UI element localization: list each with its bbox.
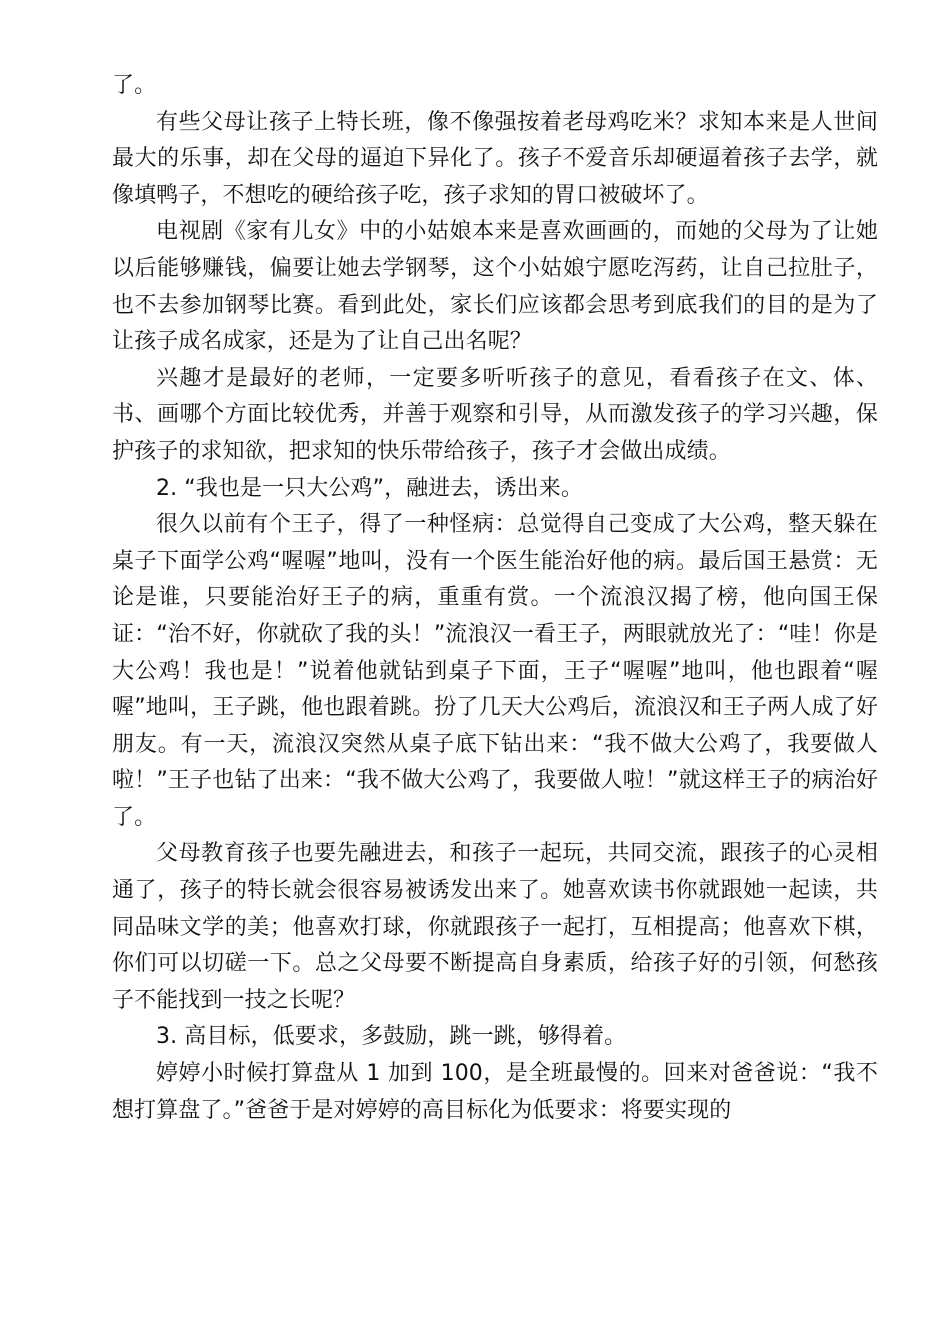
paragraph-continuation: 了。 xyxy=(112,73,157,98)
paragraph-tv-drama-example: 电视剧《家有儿女》中的小姑娘本来是喜欢画画的，而她的父母为了让她以后能够赚钱，偏要让她去学钢琴，这个小姑娘宁愿吃泻药，让自己拉肚子，也不去参加钢琴比赛。看到此处，家长们应该都会思考到底我们的目的是为了让孩子成名成家，还是为了让自己出名呢？ xyxy=(112,219,878,355)
paragraph-special-class-pressure: 有些父母让孩子上特长班，像不像强按着老母鸡吃米？求知本来是人世间最大的乐事，却在父母的逼迫下异化了。孩子不爱音乐却硬逼着孩子去学，就像填鸭子，不想吃的硬给孩子吃，孩子求知的胃口被破坏了。 xyxy=(112,109,878,208)
document-page xyxy=(112,68,878,1129)
paragraph-tingting-abacus: 婷婷小时候打算盘从 1 加到 100，是全班最慢的。回来对爸爸说：“我不想打算盘了。”爸爸于是对婷婷的高目标化为低要求：将要实现的 xyxy=(112,1061,878,1123)
paragraph-interest-teacher: 兴趣才是最好的老师，一定要多听听孩子的意见，看看孩子在文、体、书、画哪个方面比较优秀，并善于观察和引导，从而激发孩子的学习兴趣，保护孩子的求知欲，把求知的快乐带给孩子，孩子才会做出成绩。 xyxy=(112,365,878,464)
section-heading-2: 2. “我也是一只大公鸡”，融进去，诱出来。 xyxy=(156,475,583,501)
section-heading-3: 3. 高目标，低要求，多鼓励，跳一跳，够得着。 xyxy=(156,1024,627,1050)
paragraph-prince-rooster-story: 很久以前有个王子，得了一种怪病：总觉得自己变成了大公鸡，整天躲在桌子下面学公鸡“喔喔”地叫，没有一个医生能治好他的病。最后国王悬赏：无论是谁，只要能治好王子的病，重重有赏。一个流浪汉揭了榜，他向国王保证：“治不好，你就砍了我的头！”流浪汉一看王子，两眼就放光了：“哇！你是大公鸡！我也是！”说着他就钻到桌子下面，王子“喔喔”地叫，他也跟着“喔喔”地叫，王子跳，他也跟着跳。扮了几天大公鸡后，流浪汉和王子两人成了好朋友。有一天，流浪汉突然从桌子底下钻出来：“我不做大公鸡了，我要做人啦！”王子也钻了出来：“我不做大公鸡了，我要做人啦！”就这样王子的病治好了。 xyxy=(112,512,878,830)
paragraph-parents-blend-in: 父母教育孩子也要先融进去，和孩子一起玩，共同交流，跟孩子的心灵相通了，孩子的特长就会很容易被诱发出来了。她喜欢读书你就跟她一起读，共同品味文学的美；他喜欢打球，你就跟孩子一起打，互相提高；他喜欢下棋，你们可以切磋一下。总之父母要不断提高自身素质，给孩子好的引领，何愁孩子不能找到一技之长呢？ xyxy=(112,841,878,1013)
